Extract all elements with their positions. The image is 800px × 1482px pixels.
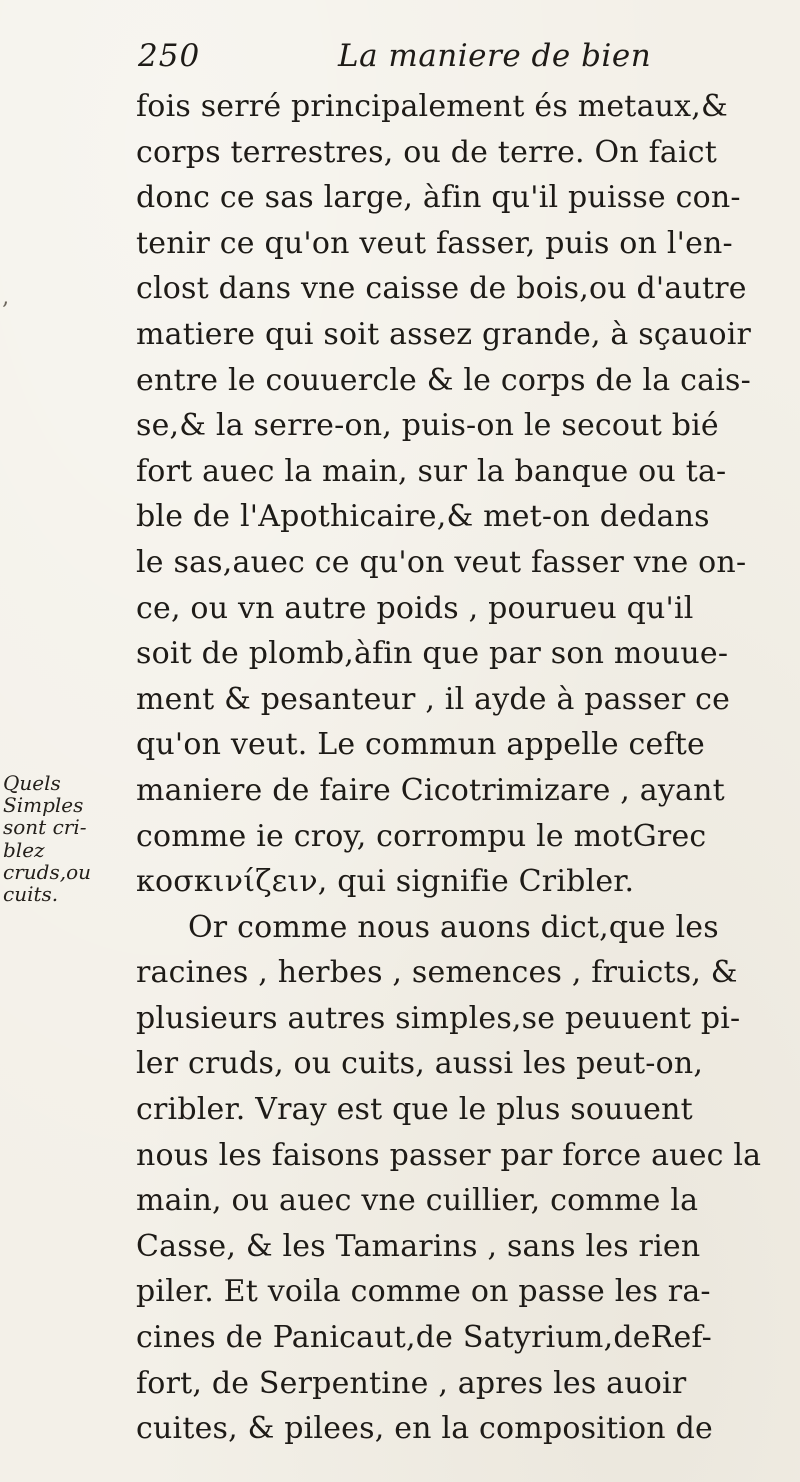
text-line: fois serré principalement és metaux,& xyxy=(136,89,728,124)
text-line: soit de plomb,àfin que par son mouue- xyxy=(136,636,729,672)
text-line: ler cruds, ou cuits, aussi les peut-on, xyxy=(136,1046,704,1082)
text-line: racines , herbes , semences , fruicts, & xyxy=(136,955,738,991)
text-line: cuites, & pilees, en la composition de xyxy=(136,1411,713,1447)
text-line: clost dans vne caisse de bois,ou d'autre xyxy=(136,271,747,307)
text-line: maniere de faire Cicotrimizare , ayant xyxy=(136,772,725,808)
margin-note-line: blez xyxy=(3,837,45,862)
margin-note-line: cuits. xyxy=(3,881,59,906)
text-line: Or comme nous auons dict,que les xyxy=(188,909,719,945)
margin-note-line: sont cri- xyxy=(3,815,87,840)
text-line: Casse, & les Tamarins , sans les rien xyxy=(136,1228,701,1264)
running-head: La maniere de bien xyxy=(338,38,652,74)
text-line: matiere qui soit assez grande, à sçauoir xyxy=(136,316,752,352)
text-line: se,& la serre-on, puis-on le secout bié xyxy=(136,408,719,444)
page-number: 250 xyxy=(138,38,201,74)
text-line: main, ou auec vne cuillier, comme la xyxy=(136,1183,699,1219)
text-line: entre le couuercle & le corps de la cais- xyxy=(136,362,751,398)
text-line: donc ce sas large, àfin qu'il puisse con- xyxy=(136,180,741,216)
text-line: comme ie croy, corrompu le motGrec xyxy=(136,818,707,854)
text-line: κοσκινίζειν, qui signifie Cribler. xyxy=(136,864,635,900)
text-line: ce, ou vn autre poids , pourueu qu'il xyxy=(136,590,694,626)
text-line: cines de Panicaut,de Satyrium,deRef- xyxy=(136,1320,712,1356)
text-line: ment & pesanteur , il ayde à passer ce xyxy=(136,681,731,717)
text-line: piler. Et voila comme on passe les ra- xyxy=(136,1274,711,1310)
text-line: le sas,auec ce qu'on veut fasser vne on- xyxy=(136,544,747,580)
text-line: corps terrestres, ou de terre. On faict xyxy=(136,134,718,170)
stray-mark: ‚ xyxy=(2,285,9,310)
margin-note xyxy=(3,772,133,905)
page-header xyxy=(138,38,718,78)
text-line: nous les faisons passer par force auec la xyxy=(136,1137,762,1173)
text-line: qu'on veut. Le commun appelle cefte xyxy=(136,727,705,763)
margin-note-line: cruds,ou xyxy=(3,859,91,884)
text-line: fort auec la main, sur la banque ou ta- xyxy=(136,453,727,489)
text-line: tenir ce qu'on veut fasser, puis on l'en- xyxy=(136,225,733,261)
text-line: cribler. Vray est que le plus souuent xyxy=(136,1092,693,1128)
text-line: fort, de Serpentine , apres les auoir xyxy=(136,1365,687,1401)
margin-note-line: Quels xyxy=(3,771,61,795)
body-text xyxy=(136,84,786,1452)
text-line: ble de l'Apothicaire,& met-on dedans xyxy=(136,499,710,535)
text-line: plusieurs autres simples,se peuuent pi- xyxy=(136,1000,741,1036)
margin-note-line: Simples xyxy=(3,793,84,818)
